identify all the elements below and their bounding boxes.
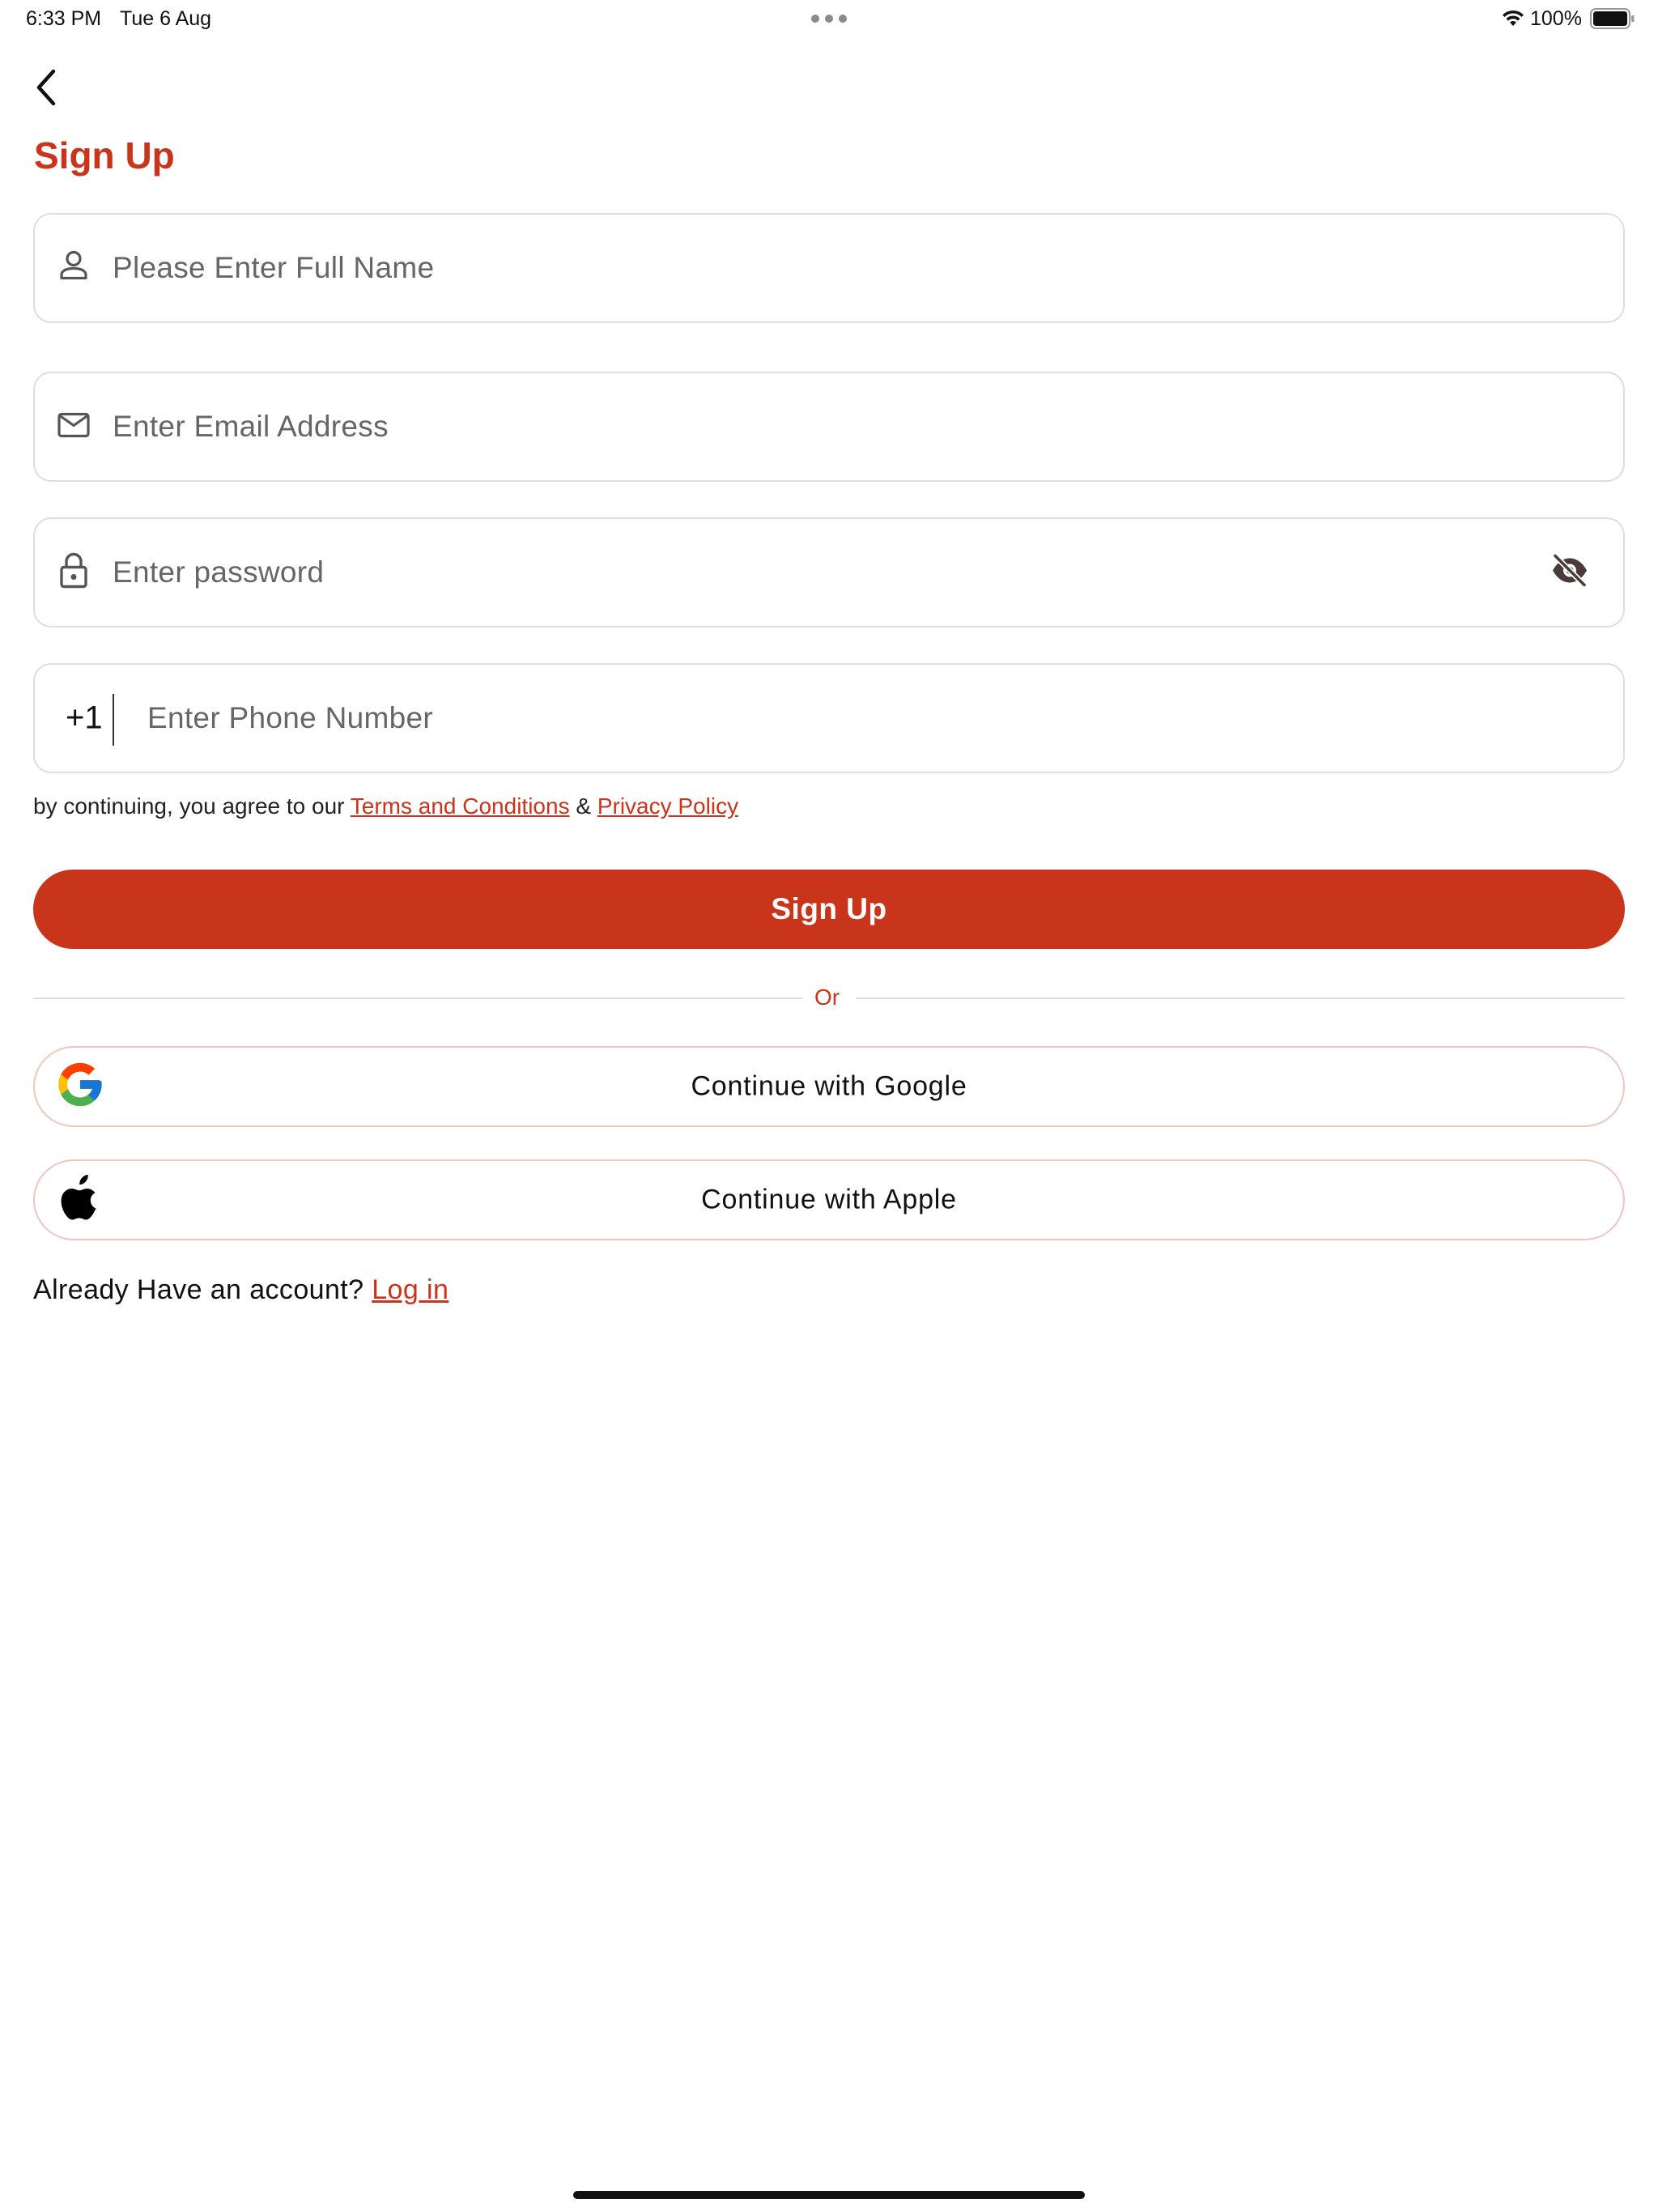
email-placeholder: Enter Email Address [113,410,389,443]
terms-notice [33,792,738,821]
continue-with-google-button[interactable] [33,1046,1625,1127]
google-button-label: Continue with Google [691,1070,967,1102]
home-indicator[interactable] [573,2191,1085,2199]
person-icon [56,249,91,288]
login-link[interactable]: Log in [372,1274,449,1305]
status-time: 6:33 PM [26,7,102,30]
sign-up-button[interactable]: Sign Up [33,870,1625,949]
page-title: Sign Up [34,134,175,177]
battery-percent: 100% [1530,7,1582,30]
terms-prefix: by continuing, you agree to our [33,793,351,819]
mail-icon [56,407,91,447]
privacy-link[interactable]: Privacy Policy [597,793,739,819]
back-chevron-icon[interactable] [32,68,60,111]
divider-line-left [33,998,802,999]
status-date: Tue 6 Aug [120,7,212,30]
or-divider-label: Or [814,985,840,1010]
login-prompt [33,1274,449,1306]
phone-field[interactable] [33,663,1625,773]
lock-icon [56,551,91,594]
full-name-field[interactable] [33,213,1625,323]
login-prompt-text: Already Have an account? [33,1274,372,1305]
phone-placeholder: Enter Phone Number [147,701,433,734]
terms-link[interactable]: Terms and Conditions [350,793,570,819]
full-name-placeholder: Please Enter Full Name [113,251,435,284]
divider-line-right [856,998,1625,999]
email-field[interactable] [33,372,1625,482]
password-placeholder: Enter password [113,555,325,589]
apple-button-label: Continue with Apple [701,1184,957,1215]
eye-off-icon[interactable] [1550,555,1589,591]
country-code[interactable]: +1 [66,700,103,736]
terms-separator: & [569,793,597,819]
continue-with-apple-button[interactable] [33,1159,1625,1240]
password-field[interactable] [33,517,1625,627]
battery-icon [1590,8,1635,33]
multitasking-dots-icon[interactable] [811,15,847,23]
text-cursor [113,694,114,746]
wifi-icon [1501,8,1525,32]
